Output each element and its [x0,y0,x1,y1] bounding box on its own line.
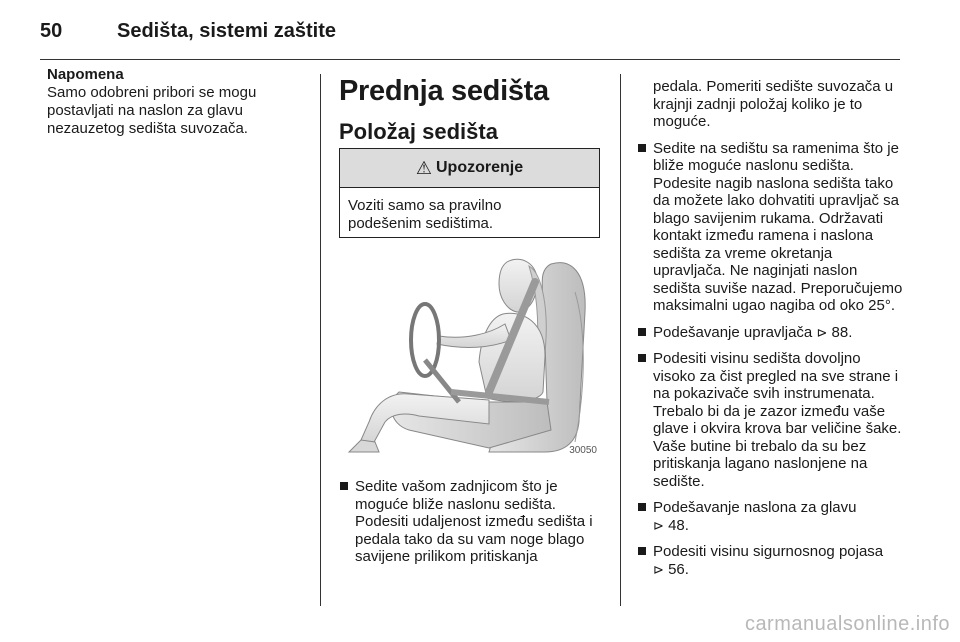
bullet-square-icon [638,547,646,555]
list-item-text: Podesiti visinu sedišta dovoljno visoko za čist pregled na sve strane i na pokazivače svih instrumenata. Trebalo bi da je zazor između vaše glave i okvira krova bar veličine šake. Vaše butine bi trebalo da su bez pritiskanja lagano naslonjene na sedište. [653,350,902,490]
seat-position-illustration [339,252,601,462]
col3-instructions [637,78,905,587]
list-item [339,478,609,566]
page-header [0,0,960,62]
warning-header [340,149,599,188]
list-item-text: Podešavanje upravljača [653,323,813,341]
page-reference-arrow-icon: ⊳ [816,324,828,340]
list-item-text: Sedite na sedištu sa ramenima što je bliže moguće naslonu sedišta. Podesite nagib naslona sedišta tako da možete lako dohvatiti upravljač sa blago savijenim rukama. Održavati kontakt između ramena i naslona sedišta za vreme okretanja upravljača. Ne naginjati naslon sedišta suviše nazad. Preporučujemo maksimalni ugao nagiba od oko 25°. [653,139,903,314]
column-divider-2 [620,74,621,606]
col3-list [637,140,905,579]
list-item [637,543,905,578]
page-reference[interactable]: 48. [668,516,689,534]
warning-text: Voziti samo sa pravilno podešenim sedištima. [348,197,502,232]
warning-title: Upozorenje [436,159,524,176]
col2-list [339,478,609,566]
list-item [637,499,905,534]
warning-box [339,148,600,238]
watermark: carmanualsonline.info [744,613,950,635]
bullet-square-icon [638,328,646,336]
note-label: Napomena [47,66,124,83]
bullet-square-icon [638,503,646,511]
col2-instructions [339,478,609,575]
list-item-text: Sedite vašom zadnjicom što je moguće bliže naslonu sedišta. Podesiti udaljenost između sedišta i pedala tako da su vam noge blago savijene prilikom pritiskanja [355,478,593,565]
note-text: Samo odobreni pribori se mogu postavljati na naslon za glavu nezauzetog sedišta suvozača. [47,84,257,137]
page-reference-arrow-icon: ⊳ [653,517,664,533]
page-title: Sedišta, sistemi zaštite [117,20,336,42]
list-item [637,140,905,315]
bullet-square-icon [340,482,348,490]
header-divider [40,59,900,60]
list-item [637,350,905,490]
list-item [637,324,905,342]
bullet-square-icon [638,144,646,152]
page-reference-arrow-icon: ⊳ [653,561,664,577]
list-item-text: Podesiti visinu sigurnosnog pojasa [653,543,884,560]
driver-seat-drawing [339,252,601,462]
section-heading [339,74,601,146]
figure-id: 30050 [569,445,597,456]
warning-triangle-icon: ⚠ [415,157,432,178]
continued-text: pedala. Pomeriti sedište suvozača u krajnji zadnji položaj koliko je to moguće. [653,78,894,130]
column-divider-1 [320,74,321,606]
page-reference[interactable]: 56. [668,560,689,578]
note-block [47,66,309,138]
bullet-square-icon [638,354,646,362]
page-number: 50 [40,20,63,42]
list-item-text: Podešavanje naslona za glavu [653,499,857,516]
section-subtitle: Položaj sedišta [339,119,498,144]
section-title: Prednja sedišta [339,75,549,107]
page-reference[interactable]: 88. [831,323,853,341]
